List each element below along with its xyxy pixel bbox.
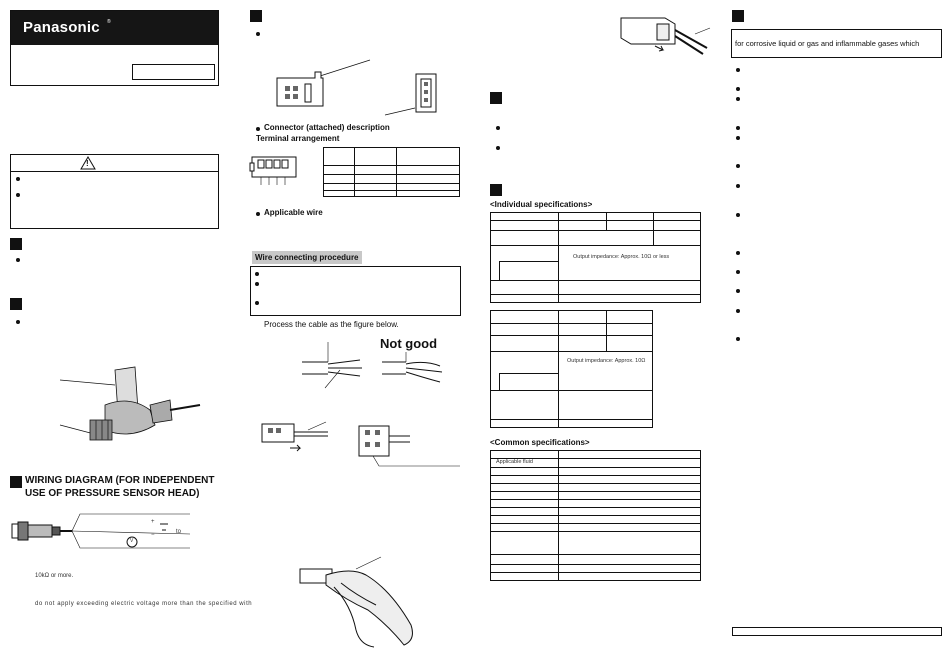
section-marker-4 xyxy=(490,92,502,104)
model-box xyxy=(132,64,215,80)
applicable-wire-heading: Applicable wire xyxy=(264,208,323,217)
resistance-note: 10kΩ or more. xyxy=(35,573,74,579)
bullet xyxy=(736,87,740,91)
terminal-heading: Terminal arrangement xyxy=(256,134,340,143)
brand-logo: Panasonic xyxy=(23,19,100,36)
bullet xyxy=(736,251,740,255)
bullet xyxy=(736,97,740,101)
section-marker-wiring xyxy=(10,476,22,488)
bullet xyxy=(256,127,260,131)
wiring-title-1: WIRING DIAGRAM (FOR INDEPENDENT xyxy=(25,475,215,486)
wiring-diagram xyxy=(10,510,210,560)
caution-note: do not apply exceeding electric voltage more than the specified with xyxy=(35,601,253,607)
section-marker-3 xyxy=(250,10,262,22)
brand-logo-bar: Panasonic ® xyxy=(11,11,218,45)
applicable-fluid-label: Applicable fluid xyxy=(496,459,533,465)
to-label: to xyxy=(176,529,182,535)
wiring-title-2: USE OF PRESSURE SENSOR HEAD) xyxy=(25,488,200,499)
connector-cover-illustration xyxy=(355,420,465,470)
brand-header xyxy=(10,10,219,86)
notice-text: for corrosive liquid or gas and inflammable gases which xyxy=(735,39,920,48)
connector-front-illustration xyxy=(385,70,445,120)
connector-insertion-illustration xyxy=(615,10,710,55)
plus-label: + xyxy=(151,519,155,525)
warning-symbol: ! xyxy=(86,159,89,168)
bullet xyxy=(736,270,740,274)
bullet xyxy=(736,213,740,217)
cable-process-good xyxy=(300,340,370,390)
bullet xyxy=(256,32,260,36)
bullet xyxy=(736,289,740,293)
warning-bullet-2 xyxy=(16,193,20,197)
bullet xyxy=(496,126,500,130)
warning-bullet-1 xyxy=(16,177,20,181)
bullet xyxy=(256,212,260,216)
procedure-box xyxy=(250,266,461,316)
section-marker-1 xyxy=(10,238,22,250)
bullet xyxy=(736,136,740,140)
footer-box xyxy=(732,627,942,636)
individual-specs-title: <Individual specifications> xyxy=(490,200,593,209)
bullet xyxy=(16,258,20,262)
notice-box xyxy=(731,29,942,58)
common-spec-table xyxy=(490,450,701,581)
wire-insertion-illustration xyxy=(258,418,348,463)
connector-heading: Connector (attached) description xyxy=(264,123,390,132)
warning-box xyxy=(10,154,219,229)
terminal-table xyxy=(323,147,460,197)
cable-process-bad xyxy=(380,352,460,392)
section-marker-2 xyxy=(10,298,22,310)
bullet xyxy=(736,126,740,130)
section-marker-specs xyxy=(490,184,502,196)
bullet xyxy=(736,184,740,188)
sensor-head-illustration xyxy=(60,365,200,475)
section-marker-5 xyxy=(732,10,744,22)
process-text: Process the cable as the figure below. xyxy=(264,320,399,329)
warning-header xyxy=(11,155,218,172)
bullet xyxy=(736,337,740,341)
individual-spec-table-2 xyxy=(490,310,653,428)
bullet xyxy=(496,146,500,150)
voltmeter-label: V xyxy=(130,538,134,544)
bullet xyxy=(736,68,740,72)
bullet xyxy=(736,309,740,313)
output-impedance-2: Output impedance: Approx. 10Ω xyxy=(567,358,646,364)
output-impedance-1: Output impedance: Approx. 10Ω or less xyxy=(573,254,670,260)
procedure-title: Wire connecting procedure xyxy=(252,251,362,264)
bullet xyxy=(16,320,20,324)
bullet xyxy=(736,164,740,168)
common-specs-title: <Common specifications> xyxy=(490,438,590,447)
minus-label: − xyxy=(151,532,155,538)
individual-spec-table-1 xyxy=(490,212,701,303)
connector-side-illustration xyxy=(275,58,385,118)
terminal-arrangement-illustration xyxy=(250,155,310,190)
not-good-label: Not good xyxy=(380,336,438,351)
pliers-illustration xyxy=(296,555,426,650)
